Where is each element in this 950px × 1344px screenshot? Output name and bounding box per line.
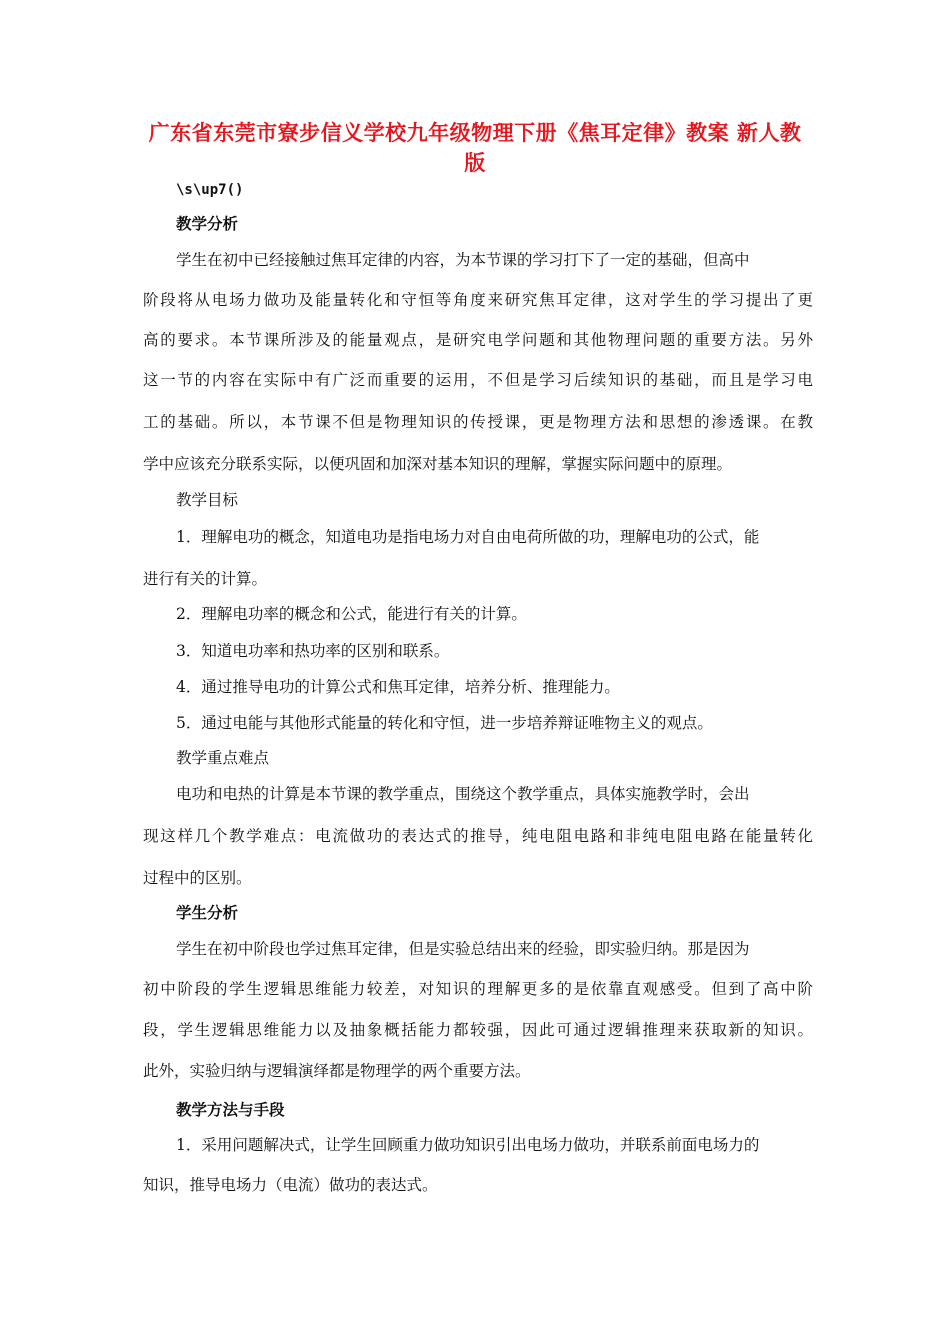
paragraph-line: 这一节的内容在实际中有广泛而重要的运用，不但是学习后续知识的基础，而且是学习电 <box>143 371 813 389</box>
paragraph-line: 工的基础。所以，本节课不但是物理知识的传授课，更是物理方法和思想的渗透课。在教 <box>143 413 813 431</box>
goal-item-5: 5．通过电能与其他形式能量的转化和守恒，进一步培养辩证唯物主义的观点。 <box>176 714 713 732</box>
paragraph-line: 学生在初中已经接触过焦耳定律的内容，为本节课的学习打下了一定的基础，但高中 <box>176 251 750 269</box>
method-item-1-cont: 知识，推导电场力（电流）做功的表达式。 <box>143 1176 438 1194</box>
paragraph-line: 阶段将从电场力做功及能量转化和守恒等角度来研究焦耳定律，这对学生的学习提出了更 <box>143 291 813 309</box>
paragraph-line: 现这样几个教学难点：电流做功的表达式的推导，纯电阻电路和非纯电阻电路在能量转化 <box>143 827 813 845</box>
paragraph-line: 初中阶段的学生逻辑思维能力较差，对知识的理解更多的是依靠直观感受。但到了高中阶 <box>143 980 813 998</box>
paragraph-line: 段，学生逻辑思维能力以及抽象概括能力都较强，因此可通过逻辑推理来获取新的知识。 <box>143 1021 813 1039</box>
paragraph-line: 过程中的区别。 <box>143 869 252 887</box>
paragraph-line: 此外，实验归纳与逻辑演绎都是物理学的两个重要方法。 <box>143 1062 531 1080</box>
heading-teaching-analysis: 教学分析 <box>176 214 239 233</box>
goal-item-2: 2．理解电功率的概念和公式，能进行有关的计算。 <box>176 605 527 623</box>
paragraph-line: 学生在初中阶段也学过焦耳定律，但是实验总结出来的经验，即实验归纳。那是因为 <box>176 940 750 958</box>
heading-student-analysis: 学生分析 <box>176 903 239 922</box>
document-title: 广东省东莞市寮步信义学校九年级物理下册《焦耳定律》教案 新人教版 <box>148 121 802 175</box>
method-item-1: 1．采用问题解决式，让学生回顾重力做功知识引出电场力做功，并联系前面电场力的 <box>176 1136 760 1154</box>
heading-teaching-goals: 教学目标 <box>176 491 239 509</box>
heading-key-difficult-points: 教学重点难点 <box>176 749 270 767</box>
paragraph-line: 电功和电热的计算是本节课的教学重点，围绕这个教学重点，具体实施教学时，会出 <box>176 785 750 803</box>
code-line: \s\up7() <box>176 182 244 198</box>
goal-item-1-cont: 进行有关的计算。 <box>143 570 268 588</box>
paragraph-line: 高的要求。本节课所涉及的能量观点，是研究电学问题和其他物理问题的重要方法。另外 <box>143 331 813 349</box>
goal-item-4: 4．通过推导电功的计算公式和焦耳定律，培养分析、推理能力。 <box>176 678 620 696</box>
goal-item-3: 3．知道电功率和热功率的区别和联系。 <box>176 642 450 660</box>
goal-item-1: 1．理解电功的概念，知道电功是指电场力对自由电荷所做的功，理解电功的公式，能 <box>176 528 760 546</box>
paragraph-line: 学中应该充分联系实际，以便巩固和加深对基本知识的理解，掌握实际问题中的原理。 <box>143 455 733 473</box>
heading-teaching-methods: 教学方法与手段 <box>176 1100 285 1119</box>
